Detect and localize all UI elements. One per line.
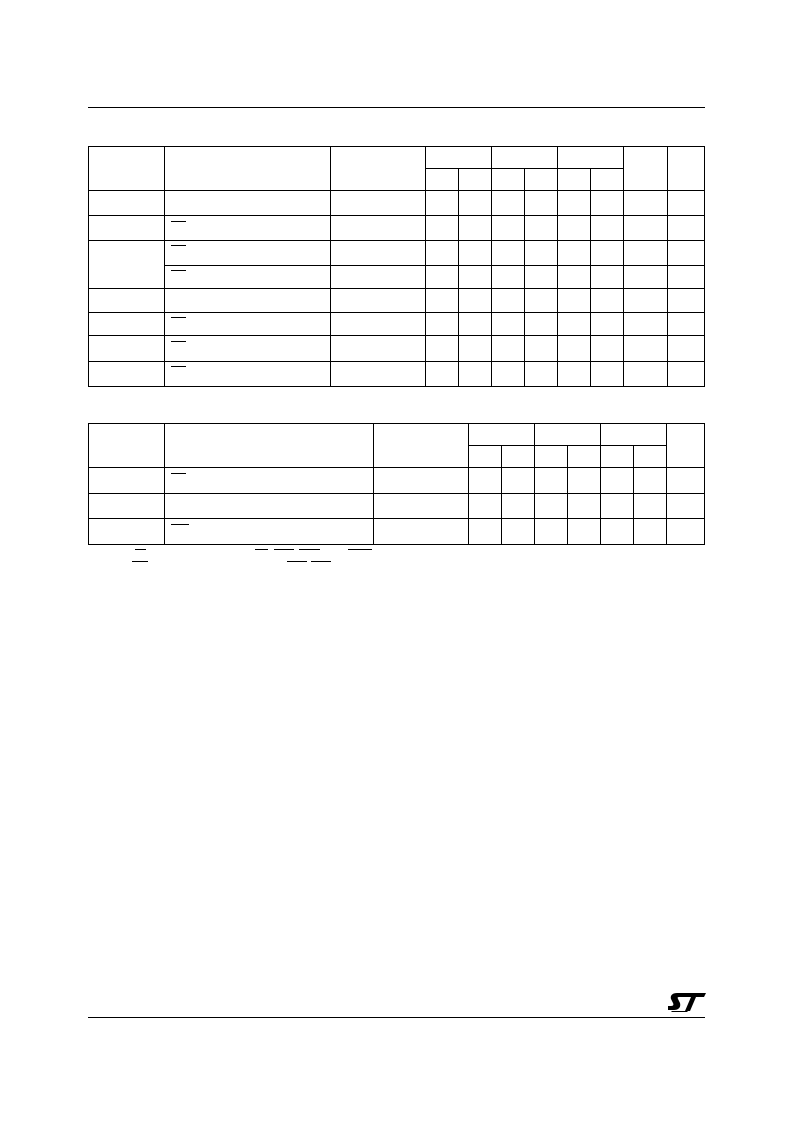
table-2-rule: [633, 445, 634, 545]
overline-mark: [132, 561, 148, 562]
table-2-rule: [164, 423, 165, 545]
table-1-rule: [88, 190, 705, 191]
table-2-rule: [88, 467, 705, 468]
overline-mark: [255, 549, 268, 550]
table-1-rule: [88, 335, 705, 336]
table-2-rule: [501, 445, 502, 545]
table-1-rule: [88, 146, 89, 387]
table-1-rule: [458, 168, 459, 387]
table-1-rule: [667, 146, 668, 387]
header-rule: [88, 107, 705, 108]
table-1-rule: [425, 146, 426, 387]
overline-mark: [287, 561, 307, 562]
table-1-rule: [623, 146, 624, 387]
table-1-rule: [491, 146, 492, 387]
table-1-rule: [164, 146, 165, 387]
table-1-rule: [88, 361, 705, 362]
overline-mark: [171, 317, 186, 318]
table-1-rule: [88, 386, 705, 387]
footer-rule: [88, 1017, 705, 1018]
table-2-rule: [88, 544, 705, 545]
table-2-rule: [88, 423, 705, 424]
table-2-rule: [534, 423, 535, 545]
overline-mark: [311, 561, 331, 562]
table-2-rule: [88, 423, 89, 545]
overline-mark: [171, 473, 186, 474]
overline-mark: [299, 549, 320, 550]
table-1-rule: [524, 168, 525, 387]
table-1-rule: [704, 146, 705, 387]
table-2-rule: [666, 423, 667, 545]
table-1-rule: [330, 146, 331, 387]
overline-mark: [171, 524, 189, 525]
overline-mark: [348, 549, 372, 550]
table-2-rule: [600, 423, 601, 545]
table-1-rule: [88, 240, 705, 241]
overline-mark: [171, 341, 186, 342]
overline-mark: [171, 366, 186, 367]
table-2-rule: [704, 423, 705, 545]
table-2-rule: [88, 493, 705, 494]
table-1-rule: [88, 312, 705, 313]
table-2-rule: [88, 518, 705, 519]
table-2-rule: [567, 445, 568, 545]
table-2-rule: [468, 423, 469, 545]
table-1-rule: [88, 146, 705, 147]
table-1-rule: [557, 146, 558, 387]
table-2-rule: [373, 423, 374, 545]
overline-mark: [171, 245, 186, 246]
overline-mark: [274, 549, 294, 550]
st-logo-icon: [668, 991, 708, 1013]
table-1-rule: [88, 215, 705, 216]
table-1-rule: [590, 168, 591, 387]
overline-mark: [171, 270, 186, 271]
overline-mark: [135, 549, 146, 550]
table-1-rule: [88, 288, 705, 289]
overline-mark: [171, 221, 186, 222]
